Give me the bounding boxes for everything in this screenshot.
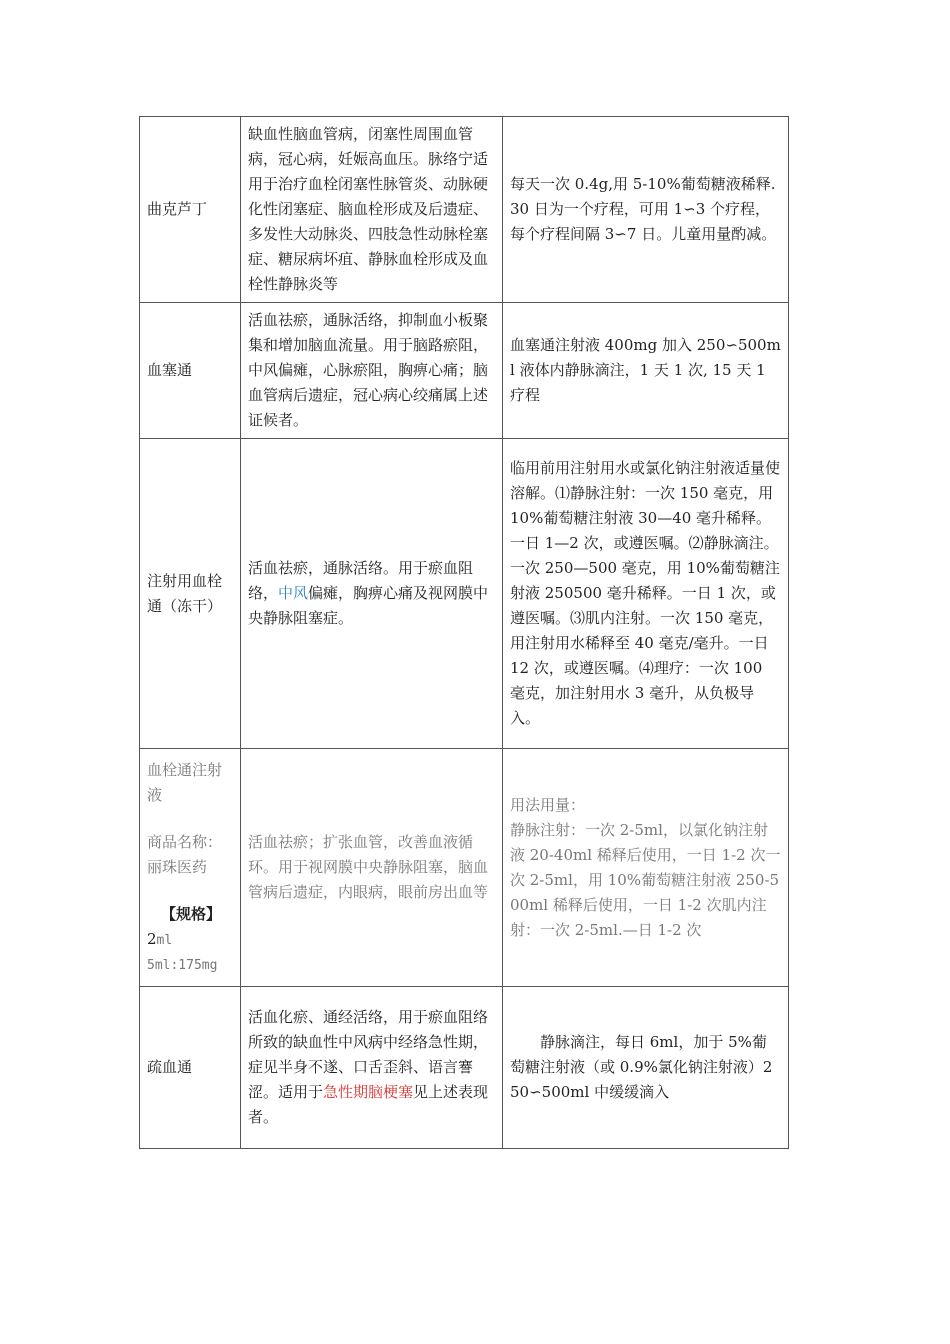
table-row	[140, 303, 789, 439]
drug-name: 血栓通注射液	[147, 760, 223, 804]
drug-table	[139, 116, 789, 1149]
drug-indication: 活血祛瘀；扩张血管，改善血液循环。用于视网膜中央静脉阻塞，脑血管病后遗症，内眼病，眼前房出血等	[241, 749, 503, 987]
drug-indication: 活血祛瘀，通脉活络，抑制血小板聚集和增加脑血流量。用于脑路瘀阻，中风偏瘫，心脉瘀阻，胸痹心痛；脑血管病后遗症，冠心病心绞痛属上述证候者。	[241, 303, 503, 439]
drug-indication	[241, 439, 503, 749]
spec-label: 【规格】	[161, 904, 222, 923]
drug-name: 疏血通	[140, 987, 241, 1149]
spec-value-num: 2	[147, 929, 157, 948]
usage-title: 用法用量：	[510, 795, 586, 814]
drug-name-cell	[140, 749, 241, 987]
drug-usage: 每天一次 0.4g,用 5-10%葡萄糖液稀释. 30 日为一个疗程，可用 1∽3 个疗程，每个疗程间隔 3∽7 日。儿童用量酌减。	[503, 117, 789, 303]
stroke-link[interactable]: 中风	[278, 584, 309, 602]
indication-text: 缺血性脑血管病，闭塞性周围血管病，冠心病，妊娠高血压。脉络宁适用于治疗血栓闭塞性脉管炎、动脉硬化性闭塞症、脑血栓形成及后遗症、多发性大动脉炎、四肢急性动脉栓塞症、糖尿病坏疽、静脉血栓形成及血栓性静脉炎等	[248, 125, 489, 293]
drug-name: 注射用血栓通（冻干）	[140, 439, 241, 749]
spec-value-unit: ml	[156, 932, 173, 948]
spec-value: 5ml:175mg	[147, 957, 218, 973]
indication-text: 见上述表现者。	[248, 1083, 489, 1126]
indication-text: 活血化瘀、通经活络，用于瘀血阻络所致的缺血性中风病中经络急性期，症见半身不遂、口舌歪斜、语言謇涩。适用于	[248, 1008, 489, 1101]
drug-usage: 静脉滴注，每日 6ml，加于 5%葡萄糖注射液（或 0.9%氯化钠注射液）250∽500ml 中缓缓滴入	[503, 987, 789, 1149]
table-row	[140, 987, 789, 1149]
drug-indication	[241, 987, 503, 1149]
drug-usage: 临用前用注射用水或氯化钠注射液适量使溶解。⑴静脉注射：一次 150 毫克，用 10%葡萄糖注射液 30—40 毫升稀释。一日 1—2 次，或遵医嘱。⑵静脉滴注。一次 250—500 毫克，用 10%葡萄糖注射液 250500 毫升稀释。一日 1 次，或遵医嘱。⑶肌内注射。一次 150 毫克，用注射用水稀释至 40 毫克/毫升。一日 12 次，或遵医嘱。⑷理疗：一次 100 毫克，加注射用水 3 毫升，从负极导入。	[503, 439, 789, 749]
indication-text: 活血祛瘀，通脉活络。用于瘀血阻络，	[248, 559, 474, 602]
drug-usage	[503, 749, 789, 987]
drug-indication	[241, 117, 503, 303]
brand-name: 商品名称：丽珠医药	[147, 832, 223, 876]
indication-text: 偏瘫，胸痹心痛及视网膜中央静脉阻塞症。	[248, 584, 489, 627]
cerebral-infarction-link[interactable]: 急性期脑梗塞	[323, 1083, 414, 1101]
drug-usage: 血塞通注射液 400mg 加入 250∽500ml 液体内静脉滴注，1 天 1 次, 15 天 1 疗程	[503, 303, 789, 439]
drug-name: 血塞通	[140, 303, 241, 439]
usage-text: 静脉注射：一次 2-5ml，以氯化钠注射液 20-40ml 稀释后使用，一日 1-2 次一次 2-5ml，用 10%葡萄糖注射液 250-500ml 稀释后使用，一日 1-2 次肌内注射：一次 2-5ml.—日 1-2 次	[510, 820, 781, 939]
drug-name: 曲克芦丁	[140, 117, 241, 303]
table-row	[140, 117, 789, 303]
table-row	[140, 439, 789, 749]
table-row	[140, 749, 789, 987]
